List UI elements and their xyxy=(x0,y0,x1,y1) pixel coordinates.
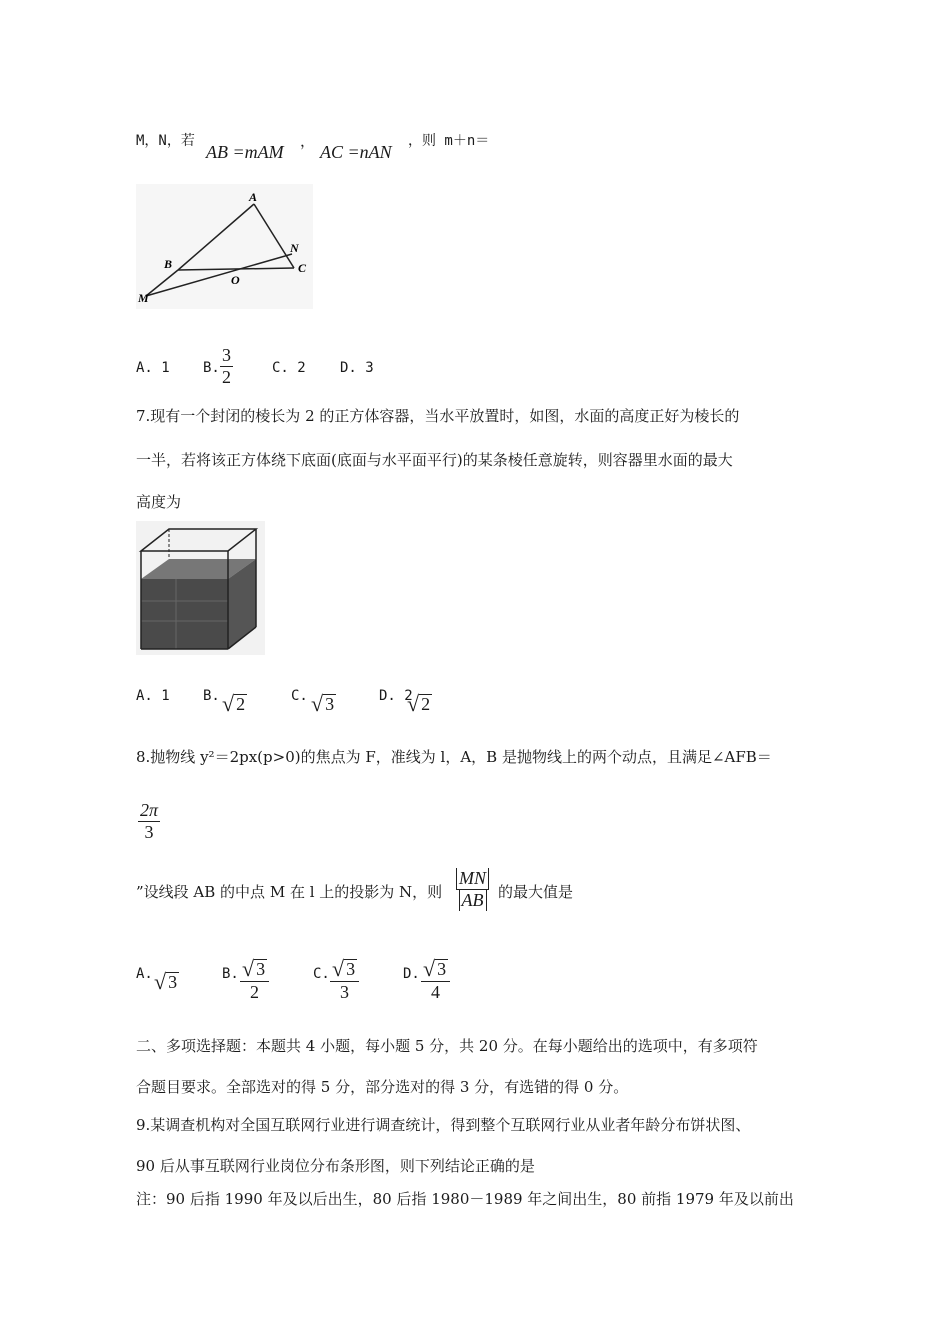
q8-line1: 8.抛物线 y²＝2px(p>0)的焦点为 F，准线为 l，A，B 是抛物线上的两个动点，且满足∠AFB＝ xyxy=(136,748,772,766)
q6-b-den: 2 xyxy=(222,367,231,387)
q7-line2: 一半，若将该正方体绕下底面(底面与水平面平行)的某条棱任意旋转，则容器里水面的最大 xyxy=(136,451,733,469)
q7-line3: 高度为 xyxy=(136,493,182,511)
q7-option-b-sqrt: √ 2 xyxy=(222,691,246,716)
q8-line3-prefix: ”设线段 AB 的中点 M 在 l 上的投影为 N，则 xyxy=(136,883,443,901)
q8-ratio-num: MN xyxy=(456,868,489,889)
q8-option-b-frac: √ 3 2 xyxy=(240,958,269,1003)
q7-d-arg: 2 xyxy=(421,694,431,715)
q9-line1: 9.某调查机构对全国互联网行业进行调查统计，得到整个互联网行业从业者年龄分布饼状图、 xyxy=(136,1116,751,1134)
q6-comma: ， xyxy=(300,132,316,150)
q7-cube-figure xyxy=(136,521,265,655)
q7-option-c-prefix: C. xyxy=(291,688,308,704)
q8-frac-num: 2π xyxy=(140,800,159,820)
q8-frac-den: 3 xyxy=(144,822,154,842)
q8-option-a-prefix: A. xyxy=(136,966,153,982)
label-C: C xyxy=(298,261,307,275)
q8-ratio xyxy=(456,868,489,911)
edge-AB xyxy=(178,204,254,270)
triangle-diagram xyxy=(136,184,313,309)
q7-option-c-sqrt: √ 3 xyxy=(311,691,335,716)
q7-b-arg: 2 xyxy=(236,694,246,715)
label-A: A xyxy=(249,190,258,204)
q8-option-c-prefix: C. xyxy=(313,966,330,982)
q8-line3-suffix: 的最大值是 xyxy=(498,883,574,901)
section2-line2: 合题目要求。全部选对的得 5 分，部分选对的得 3 分，有选错的得 0 分。 xyxy=(136,1078,629,1096)
water-front xyxy=(141,579,228,649)
q8-option-c-frac: √ 3 3 xyxy=(330,958,359,1003)
q6-option-d: D. 3 xyxy=(340,360,374,376)
q7-line1: 7.现有一个封闭的棱长为 2 的正方体容器，当水平放置时，如图，水面的高度正好为棱长的 xyxy=(136,407,740,425)
q8-option-b-prefix: B. xyxy=(222,966,239,982)
q8-angle-fraction xyxy=(138,800,160,843)
q8-ratio-den: AB xyxy=(459,890,487,911)
q6-option-b-fraction xyxy=(220,345,233,388)
q8-c-den: 3 xyxy=(340,982,350,1002)
q9-line3: 注：90 后指 1990 年及以后出生，80 后指 1980－1989 年之间出生，80 前指 1979 年及以前出 xyxy=(136,1190,794,1208)
q6-option-b-prefix: B. xyxy=(203,360,220,376)
q7-option-d-prefix: D. 2 xyxy=(379,688,413,704)
q9-line2: 90 后从事互联网行业岗位分布条形图，则下列结论正确的是 xyxy=(136,1157,535,1175)
q8-c-arg: 3 xyxy=(346,959,356,980)
q8-option-a-sqrt: √ 3 xyxy=(154,969,178,994)
section2-line1: 二、多项选择题：本题共 4 小题，每小题 5 分，共 20 分。在每小题给出的选项中，有多项符 xyxy=(136,1037,758,1055)
q6-triangle-figure xyxy=(136,184,313,309)
q6-b-num: 3 xyxy=(222,345,231,365)
q8-a-arg: 3 xyxy=(168,972,178,993)
q8-b-den: 2 xyxy=(250,982,260,1002)
q6-prefix: M，N，若 xyxy=(136,133,195,149)
q6-suffix: ，则 m＋n＝ xyxy=(408,133,490,149)
q6-eq1: AB =mAM xyxy=(206,142,284,162)
q7-c-arg: 3 xyxy=(325,694,335,715)
q8-option-d-prefix: D. xyxy=(403,966,420,982)
q7-option-b-prefix: B. xyxy=(203,688,220,704)
q8-d-arg: 3 xyxy=(437,959,447,980)
cube-diagram xyxy=(136,521,265,655)
q6-option-c: C. 2 xyxy=(272,360,306,376)
label-M: M xyxy=(138,291,149,305)
q6-option-a: A. 1 xyxy=(136,360,170,376)
q6-eq2: AC =nAN xyxy=(320,142,392,162)
label-B: B xyxy=(164,257,173,271)
q7-option-a: A. 1 xyxy=(136,688,170,704)
q8-b-arg: 3 xyxy=(256,959,266,980)
label-N: N xyxy=(290,241,299,255)
q8-d-den: 4 xyxy=(431,982,441,1002)
q7-option-d-sqrt: √ 2 xyxy=(407,691,431,716)
label-O: O xyxy=(231,273,240,287)
q8-option-d-frac: √ 3 4 xyxy=(421,958,450,1003)
q6-stem xyxy=(136,130,195,150)
